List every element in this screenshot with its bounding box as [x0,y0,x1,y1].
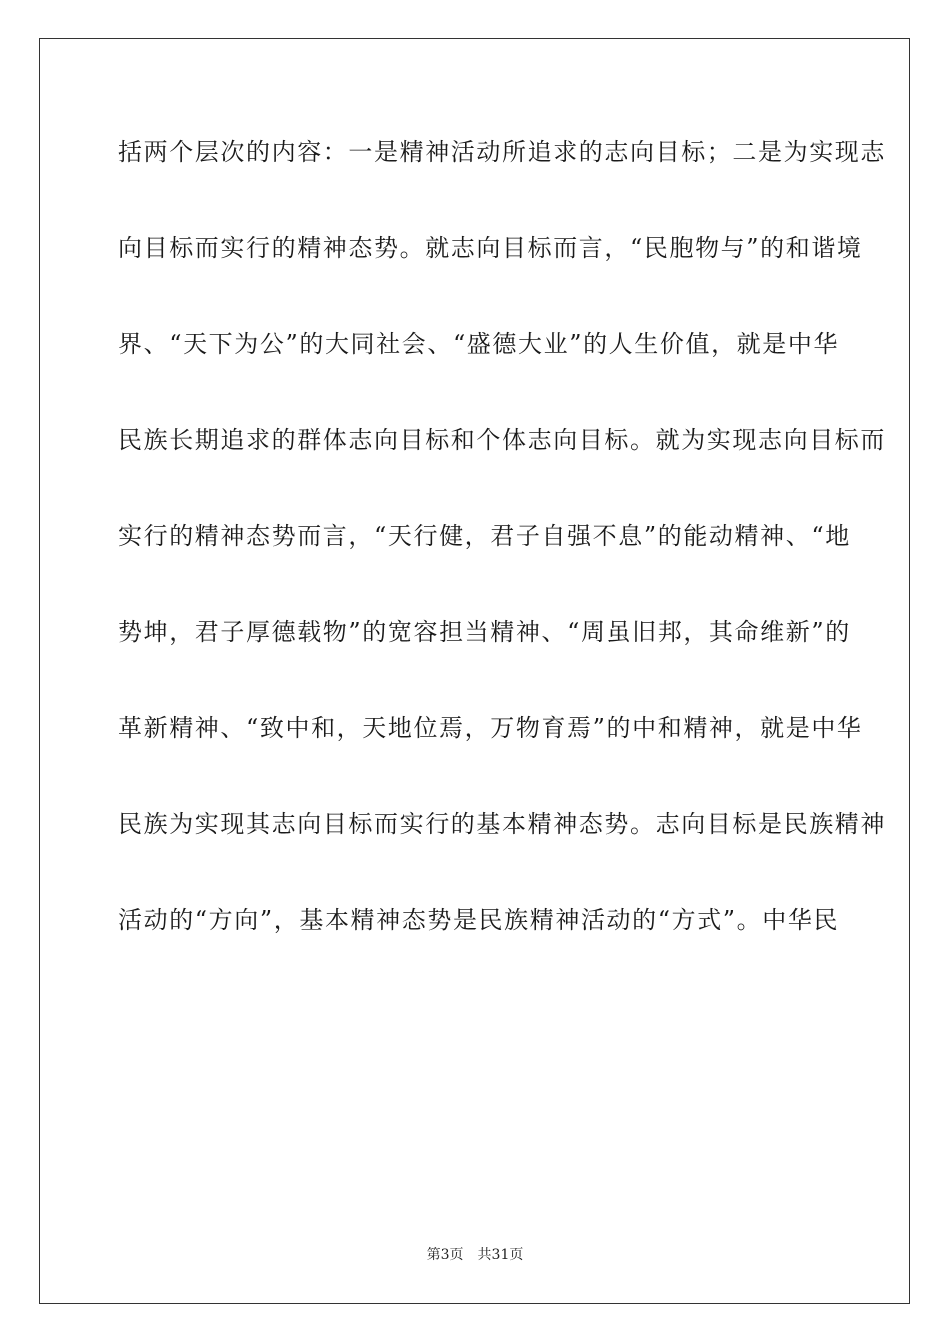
paragraph-line: 民族长期追求的群体志向目标和个体志向目标。就为实现志向目标而 [118,426,886,454]
total-pages: 共31页 [477,1247,524,1263]
page-footer [0,1244,950,1264]
page-number: 第3页 [426,1247,464,1263]
paragraph-line: 革新精神、“致中和，天地位焉，万物育焉”的中和精神，就是中华 [118,714,863,742]
paragraph-line: 活动的“方向”，基本精神态势是民族精神活动的“方式”。中华民 [118,906,840,934]
paragraph-line: 括两个层次的内容：一是精神活动所追求的志向目标；二是为实现志 [118,138,886,166]
paragraph-line: 势坤，君子厚德载物”的宽容担当精神、“周虽旧邦，其命维新”的 [118,618,851,646]
paragraph-line: 实行的精神态势而言，“天行健，君子自强不息”的能动精神、“地 [118,522,851,550]
paragraph-line: 向目标而实行的精神态势。就志向目标而言，“民胞物与”的和谐境 [118,234,863,262]
paragraph-line: 民族为实现其志向目标而实行的基本精神态势。志向目标是民族精神 [118,810,886,838]
paragraph-line: 界、“天下为公”的大同社会、“盛德大业”的人生价值，就是中华 [118,330,840,358]
document-body [118,130,886,942]
